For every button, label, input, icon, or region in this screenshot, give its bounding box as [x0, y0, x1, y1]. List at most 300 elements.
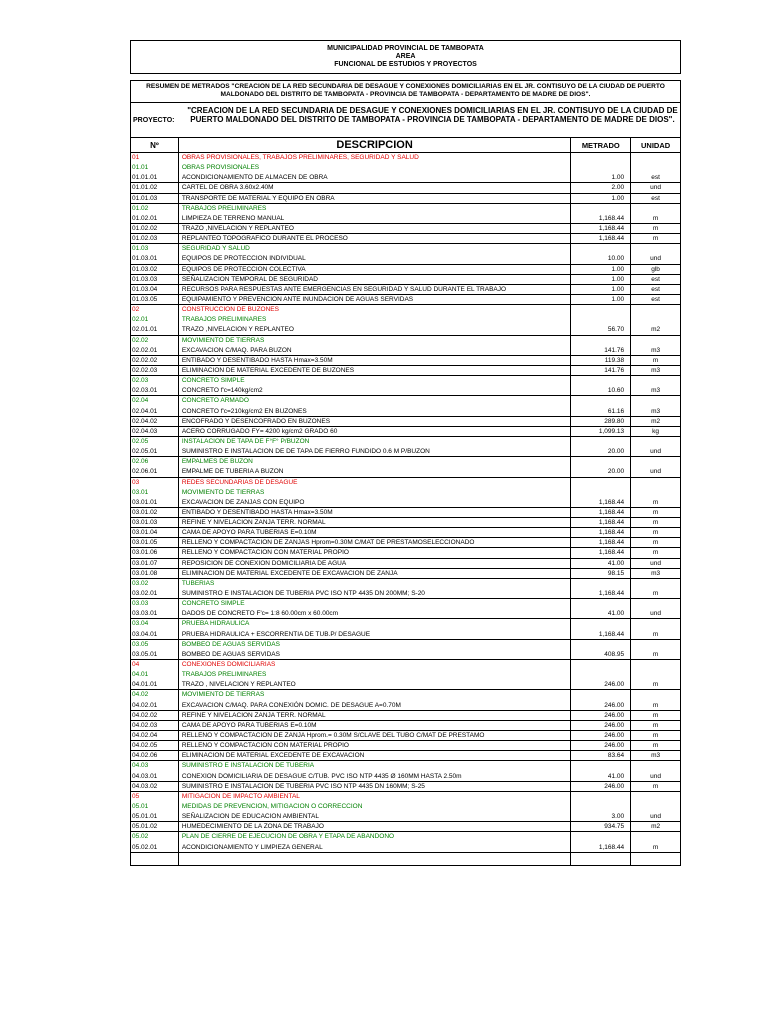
cell-metrado	[571, 670, 631, 680]
cell-unidad	[631, 619, 680, 629]
cell-description: TUBERIAS	[179, 579, 572, 589]
cell-metrado: 3.00	[571, 812, 631, 821]
cell-unidad: m3	[651, 752, 661, 760]
cell-item-number: 02.03.01	[131, 386, 179, 395]
table-row	[131, 295, 680, 305]
cell-description: REFINE Y NIVELACION ZANJA TERR. NORMAL	[179, 518, 572, 527]
cell-metrado: 1.00	[571, 285, 631, 294]
cell-metrado: 246.00	[571, 711, 631, 720]
cell-item-number: 05	[131, 792, 179, 802]
cell-description: TRABAJOS PRELIMINARES	[179, 204, 572, 214]
cell-item-number: 03.01	[131, 488, 179, 498]
cell-item-number: 04.02.01	[131, 701, 179, 710]
cell-description: ACERO CORRUGADO FY= 4200 kg/cm2 GRADO 60	[179, 427, 572, 436]
table-row	[131, 275, 680, 285]
cell-unidad: m	[652, 519, 659, 527]
cell-unidad: und	[650, 448, 661, 456]
table-row	[131, 599, 680, 609]
cell-unidad: est	[651, 285, 660, 293]
area-label: AREA	[395, 53, 416, 60]
table-row	[131, 427, 680, 437]
cell-description: OBRAS PROVISIONALES, TRABAJOS PRELIMINARES, SEGURIDAD Y SALUD	[179, 153, 572, 163]
table-row	[131, 589, 680, 599]
cell-unidad: m2	[651, 417, 661, 425]
table-row	[131, 407, 680, 417]
table-row	[131, 234, 680, 244]
cell-unidad: m	[652, 235, 659, 243]
cell-metrado	[571, 153, 631, 163]
col-header-unidad: UNIDAD	[641, 140, 671, 150]
cell-item-number: 03.01.08	[131, 569, 179, 578]
cell-unidad	[631, 457, 680, 467]
cell-unidad: m	[652, 843, 659, 851]
cell-unidad: m	[652, 630, 659, 638]
table-row	[131, 650, 680, 660]
cell-unidad	[631, 690, 680, 700]
table-header	[131, 138, 680, 153]
cell-metrado: 1.00	[571, 173, 631, 182]
cell-description: EXCAVACION C/MAQ. PARA BUZON	[179, 346, 572, 355]
cell-metrado: 1,168.44	[571, 214, 631, 223]
cell-item-number: 01.02.02	[131, 224, 179, 233]
cell-item-number: 02.04.01	[131, 407, 179, 416]
cell-unidad	[631, 204, 680, 214]
cell-description: CONCRETO SIMPLE	[179, 599, 572, 609]
cell-unidad: und	[650, 772, 661, 780]
cell-unidad	[631, 163, 680, 173]
cell-description: TRAZO , NIVELACION Y REPLANTEO	[179, 680, 572, 689]
cell-item-number: 02.01.01	[131, 325, 179, 334]
cell-description: CARTEL DE OBRA 3.60x2.40M	[179, 183, 572, 192]
table-row	[131, 559, 680, 569]
cell-description: ENTIBADO Y DESENTIBADO HASTA Hmax=3.50M	[179, 356, 572, 365]
cell-description: MOVIMIENTO DE TIERRAS	[179, 336, 572, 346]
metrados-table	[130, 138, 681, 866]
cell-item-number: 04.03.02	[131, 782, 179, 791]
cell-unidad: m	[652, 701, 659, 709]
cell-unidad: est	[651, 194, 660, 202]
cell-description: BOMBEO DE AGUAS SERVIDAS	[179, 640, 572, 650]
cell-item-number: 01.03.05	[131, 295, 179, 304]
cell-description: BOMBEO DE AGUAS SERVIDAS	[179, 650, 572, 659]
cell-metrado: 1,168.44	[571, 234, 631, 243]
cell-item-number: 03.01.01	[131, 498, 179, 507]
table-row	[131, 285, 680, 295]
cell-description: RELLENO Y COMPACTACION CON MATERIAL PROPIO	[179, 548, 572, 557]
cell-metrado	[571, 204, 631, 214]
cell-description: CONEXION DOMICILIARIA DE DESAGUE C/TUB. PVC ISO NTP 4435 Ø 160MM HASTA 2.50m	[179, 772, 572, 781]
table-row	[131, 437, 680, 447]
cell-metrado: 2.00	[571, 183, 631, 192]
cell-metrado: 1.00	[571, 194, 631, 203]
cell-metrado	[571, 336, 631, 346]
table-row	[131, 467, 680, 477]
table-row	[131, 457, 680, 467]
cell-item-number: 03	[131, 478, 179, 488]
cell-metrado: 246.00	[571, 731, 631, 740]
cell-item-number: 01.02	[131, 204, 179, 214]
table-row	[131, 711, 680, 721]
cell-description: ELIMINACION DE MATERIAL EXCEDENTE DE EXCAVACION	[179, 751, 572, 760]
cell-description: PRUEBA HIDRAULICA	[179, 619, 572, 629]
cell-item-number: 04.02.04	[131, 731, 179, 740]
cell-item-number: 02.05	[131, 437, 179, 447]
cell-metrado: 1.00	[571, 275, 631, 284]
cell-unidad	[631, 437, 680, 447]
col-header-n: Nº	[131, 138, 179, 152]
cell-description: REPLANTEO TOPOGRAFICO DURANTE EL PROCESO	[179, 234, 572, 243]
cell-unidad	[631, 153, 680, 163]
cell-description: EQUIPOS DE PROTECCION COLECTIVA	[179, 265, 572, 274]
cell-unidad	[631, 802, 680, 812]
cell-metrado: 119.38	[571, 356, 631, 365]
institution-header	[130, 40, 681, 74]
table-row	[131, 751, 680, 761]
cell-item-number: 01.01	[131, 163, 179, 173]
cell-item-number: 03.04.01	[131, 630, 179, 639]
cell-item-number: 05.01.01	[131, 812, 179, 821]
table-row	[131, 812, 680, 822]
cell-unidad: m	[652, 214, 659, 222]
cell-description: SEÑALIZACION TEMPORAL DE SEGURIDAD	[179, 275, 572, 284]
cell-unidad: m	[652, 590, 659, 598]
cell-unidad: und	[650, 559, 661, 567]
cell-metrado: 1,168.44	[571, 528, 631, 537]
cell-item-number: 02.04.02	[131, 417, 179, 426]
cell-unidad: m	[652, 732, 659, 740]
department-label: FUNCIONAL DE ESTUDIOS Y PROYECTOS	[334, 61, 477, 68]
cell-metrado: 1,168.44	[571, 518, 631, 527]
cell-unidad	[631, 792, 680, 802]
cell-metrado	[571, 457, 631, 467]
cell-metrado: 1,168.44	[571, 843, 631, 852]
table-row	[131, 396, 680, 406]
cell-item-number: 05.02.01	[131, 843, 179, 852]
table-row	[131, 336, 680, 346]
cell-metrado: 1,168.44	[571, 508, 631, 517]
cell-unidad: m	[652, 529, 659, 537]
cell-item-number: 02.02.02	[131, 356, 179, 365]
cell-description: MOVIMIENTO DE TIERRAS	[179, 488, 572, 498]
cell-metrado	[571, 832, 631, 842]
table-row	[131, 447, 680, 457]
cell-unidad	[631, 670, 680, 680]
table-row	[131, 518, 680, 528]
table-row	[131, 701, 680, 711]
cell-item-number: 03.01.03	[131, 518, 179, 527]
cell-description: MITIGACION DE IMPACTO AMBIENTAL	[179, 792, 572, 802]
cell-description: LIMPIEZA DE TERRENO MANUAL	[179, 214, 572, 223]
cell-item-number: 01.02.03	[131, 234, 179, 243]
cell-item-number: 04.02	[131, 690, 179, 700]
cell-description: EXCAVACION C/MAQ. PARA CONEXIÓN DOMIC. DE DESAGUE A=0.70M	[179, 701, 572, 710]
table-row	[131, 173, 680, 183]
cell-item-number: 05.01.02	[131, 822, 179, 831]
cell-unidad: m2	[651, 326, 661, 334]
cell-item-number: 01.01.02	[131, 183, 179, 192]
cell-item-number: 04.02.02	[131, 711, 179, 720]
cell-metrado	[571, 396, 631, 406]
cell-metrado: 408.95	[571, 650, 631, 659]
table-row	[131, 548, 680, 558]
cell-item-number: 01.03.03	[131, 275, 179, 284]
project-label: PROYECTO:	[133, 116, 175, 124]
cell-item-number: 02.05.01	[131, 447, 179, 456]
cell-description: ACONDICIONAMIENTO Y LIMPIEZA GENERAL	[179, 843, 572, 852]
cell-item-number: 04.01	[131, 670, 179, 680]
cell-unidad: und	[650, 184, 661, 192]
table-row	[131, 325, 680, 335]
cell-unidad: m	[652, 356, 659, 364]
cell-item-number: 02.02.01	[131, 346, 179, 355]
cell-unidad: glb	[651, 265, 660, 273]
cell-unidad: m	[652, 224, 659, 232]
table-row	[131, 822, 680, 832]
table-body	[131, 153, 680, 853]
cell-description: SUMINISTRO E INSTALACION DE DE TAPA DE FIERRO FUNDIDO 0.6 M P/BUZON	[179, 447, 572, 456]
cell-item-number: 01.01.03	[131, 194, 179, 203]
cell-description: ACONDICIONAMIENTO DE ALMACEN DE OBRA	[179, 173, 572, 182]
cell-metrado: 20.00	[571, 467, 631, 476]
cell-description: TRAZO ,NIVELACION Y REPLANTEO	[179, 224, 572, 233]
table-row	[131, 194, 680, 204]
cell-metrado: 1.00	[571, 265, 631, 274]
table-row	[131, 802, 680, 812]
cell-description: TRABAJOS PRELIMINARES	[179, 315, 572, 325]
cell-item-number: 03.03.01	[131, 609, 179, 618]
table-row	[131, 741, 680, 751]
cell-unidad: est	[651, 174, 660, 182]
table-row	[131, 163, 680, 173]
cell-item-number: 01.03.02	[131, 265, 179, 274]
table-row	[131, 204, 680, 214]
cell-item-number: 03.04	[131, 619, 179, 629]
table-row	[131, 478, 680, 488]
cell-unidad	[631, 832, 680, 842]
cell-unidad	[631, 478, 680, 488]
table-filler	[131, 853, 680, 865]
table-row	[131, 488, 680, 498]
table-row	[131, 538, 680, 548]
cell-item-number: 01	[131, 153, 179, 163]
table-row	[131, 761, 680, 771]
table-row	[131, 214, 680, 224]
table-row	[131, 782, 680, 792]
cell-unidad	[631, 336, 680, 346]
cell-metrado: 83.64	[571, 751, 631, 760]
cell-metrado: 289.80	[571, 417, 631, 426]
cell-metrado	[571, 244, 631, 254]
project-box	[130, 102, 681, 138]
table-row	[131, 832, 680, 842]
table-row	[131, 690, 680, 700]
cell-description: EQUIPOS DE PROTECCION INDIVIDUAL	[179, 254, 572, 263]
cell-description: REFINE Y NIVELACION ZANJA TERR. NORMAL	[179, 711, 572, 720]
cell-metrado: 246.00	[571, 721, 631, 730]
cell-item-number: 04.02.06	[131, 751, 179, 760]
cell-description: CONCRETO f'c=210kg/cm2 EN BUZONES	[179, 407, 572, 416]
cell-unidad: und	[650, 610, 661, 618]
cell-unidad: m	[652, 742, 659, 750]
cell-item-number: 03.05.01	[131, 650, 179, 659]
cell-description: INSTALACION DE TAPA DE F°F° P/BUZON	[179, 437, 572, 447]
cell-item-number: 04.03.01	[131, 772, 179, 781]
cell-item-number: 01.03.04	[131, 285, 179, 294]
table-row	[131, 224, 680, 234]
cell-unidad: m	[652, 782, 659, 790]
cell-metrado	[571, 619, 631, 629]
table-row	[131, 660, 680, 670]
cell-description: DADOS DE CONCRETO F'c= 1:8 60.00cm x 60.00cm	[179, 609, 572, 618]
cell-description: CONCRETO ARMADO	[179, 396, 572, 406]
cell-metrado	[571, 579, 631, 589]
cell-item-number: 01.02.01	[131, 214, 179, 223]
cell-metrado: 141.76	[571, 346, 631, 355]
cell-item-number: 05.01	[131, 802, 179, 812]
cell-metrado	[571, 599, 631, 609]
cell-description: OBRAS PROVISIONALES	[179, 163, 572, 173]
cell-item-number: 03.02.01	[131, 589, 179, 598]
cell-unidad: m2	[651, 823, 661, 831]
cell-unidad	[631, 579, 680, 589]
cell-description: PRUEBA HIDRAULICA + ESCORRENTIA DE TUB.P/ DESAGUE	[179, 630, 572, 639]
cell-item-number: 03.05	[131, 640, 179, 650]
cell-metrado: 246.00	[571, 701, 631, 710]
cell-metrado: 1,168.44	[571, 498, 631, 507]
cell-metrado: 934.75	[571, 822, 631, 831]
cell-metrado	[571, 376, 631, 386]
cell-description: PLAN DE CIERRE DE EJECUCION DE OBRA Y ETAPA DE ABANDONO	[179, 832, 572, 842]
cell-description: CONEXIONES DOMICILIARIAS	[179, 660, 572, 670]
cell-unidad: m3	[651, 569, 661, 577]
cell-description: ENCOFRADO Y DESENCOFRADO EN BUZONES	[179, 417, 572, 426]
cell-item-number: 03.03	[131, 599, 179, 609]
cell-item-number: 05.02	[131, 832, 179, 842]
cell-metrado	[571, 660, 631, 670]
cell-item-number: 01.01.01	[131, 173, 179, 182]
cell-item-number: 03.02	[131, 579, 179, 589]
table-row	[131, 315, 680, 325]
table-row	[131, 265, 680, 275]
cell-metrado	[571, 315, 631, 325]
cell-description: EMPALME DE TUBERIA A BUZON	[179, 467, 572, 476]
cell-unidad: m3	[651, 387, 661, 395]
table-row	[131, 386, 680, 396]
cell-metrado: 41.00	[571, 609, 631, 618]
institution-name: MUNICIPALIDAD PROVINCIAL DE TAMBOPATA	[327, 45, 484, 52]
cell-metrado: 1,168.44	[571, 589, 631, 598]
cell-metrado: 1,099.13	[571, 427, 631, 436]
table-row	[131, 376, 680, 386]
cell-metrado: 246.00	[571, 782, 631, 791]
table-row	[131, 731, 680, 741]
cell-unidad: m	[652, 539, 659, 547]
cell-description: CONSTRUCCION DE BUZONES	[179, 305, 572, 315]
cell-unidad: m	[652, 711, 659, 719]
cell-description: CAMA DE APOYO PARA TUBERIAS E=0.10M	[179, 528, 572, 537]
resumen-title: RESUMEN DE METRADOS "CREACION DE LA RED SECUNDARIA DE DESAGUE Y CONEXIONES DOMICILIARIAS EN EL JR. CONTISUYO DE LA CIUDAD DE PUERTO MALDONADO DEL DISTRITO DE TAMBOPATA - PROVINCIA DE TAMBOPATA - DEPARTAMENTO DE MADRE DE DIOS".	[130, 80, 681, 102]
cell-description: CONCRETO f'c=140kg/cm2	[179, 386, 572, 395]
cell-unidad	[631, 640, 680, 650]
cell-unidad: m	[652, 498, 659, 506]
cell-unidad	[631, 396, 680, 406]
cell-description: RELLENO Y COMPACTACION CON MATERIAL PROPIO	[179, 741, 572, 750]
cell-metrado	[571, 792, 631, 802]
cell-unidad	[631, 761, 680, 771]
cell-unidad	[631, 599, 680, 609]
cell-metrado	[571, 163, 631, 173]
cell-item-number: 02.01	[131, 315, 179, 325]
cell-item-number: 02.04.03	[131, 427, 179, 436]
cell-item-number: 02.03	[131, 376, 179, 386]
cell-item-number: 04.03	[131, 761, 179, 771]
cell-description: EQUIPAMIENTO Y PREVENCION ANTE INUNDACION DE AGUAS SERVIDAS	[179, 295, 572, 304]
cell-unidad: und	[650, 255, 661, 263]
table-row	[131, 772, 680, 782]
cell-metrado: 61.16	[571, 407, 631, 416]
cell-item-number: 04.02.03	[131, 721, 179, 730]
cell-item-number: 02.04	[131, 396, 179, 406]
table-row	[131, 569, 680, 579]
cell-metrado: 1,168.44	[571, 538, 631, 547]
cell-metrado	[571, 690, 631, 700]
cell-unidad: m3	[651, 366, 661, 374]
cell-item-number: 01.03.01	[131, 254, 179, 263]
cell-metrado: 41.00	[571, 772, 631, 781]
cell-unidad	[631, 376, 680, 386]
table-row	[131, 792, 680, 802]
cell-description: RECURSOS PARA RESPUESTAS ANTE EMERGENCIAS EN SEGURIDAD Y SALUD DURANTE EL TRABAJO	[179, 285, 572, 294]
cell-description: SUMINISTRO E INSTALACION DE TUBERIA PVC ISO NTP 4435 DN 200MM; S-20	[179, 589, 572, 598]
table-row	[131, 498, 680, 508]
table-row	[131, 153, 680, 163]
cell-metrado: 20.00	[571, 447, 631, 456]
col-header-metrado: METRADO	[571, 138, 631, 152]
cell-unidad: est	[651, 295, 660, 303]
table-row	[131, 254, 680, 264]
cell-unidad: m	[652, 721, 659, 729]
cell-unidad: m	[652, 549, 659, 557]
table-row	[131, 609, 680, 619]
cell-unidad: kg	[652, 427, 660, 435]
cell-metrado: 56.70	[571, 325, 631, 334]
cell-item-number: 04.02.05	[131, 741, 179, 750]
cell-description: EXCAVACION DE ZANJAS CON EQUIPO	[179, 498, 572, 507]
cell-unidad: est	[651, 275, 660, 283]
table-row	[131, 528, 680, 538]
project-text: "CREACION DE LA RED SECUNDARIA DE DESAGUE Y CONEXIONES DOMICILIARIAS EN EL JR. CONTISUYO DE LA CIUDAD DE PUERTO MALDONADO DEL DISTRITO DE TAMBOPATA - PROVINCIA DE TAMBOPATA - DEPARTAMENTO DE MADRE DE DIOS".	[187, 106, 678, 124]
cell-unidad	[631, 488, 680, 498]
cell-description: RELLENO Y COMPACTACION DE ZANJAS Hprom=0.30M C/MAT DE PRESTAMOSELECCIONADO	[179, 538, 572, 547]
cell-metrado	[571, 437, 631, 447]
cell-description: RELLENO Y COMPACTACION DE ZANJA Hprom.= 0.30M S/CLAVE DEL TUBO C/MAT DE PRESTAMO	[179, 731, 572, 740]
cell-unidad: m	[652, 650, 659, 658]
cell-description: REDES SECUNDARIAS DE DESAGUE	[179, 478, 572, 488]
cell-description: SUMINISTRO E INSTALACION DE TUBERIA PVC ISO NTP 4435 DN 160MM; S-25	[179, 782, 572, 791]
cell-unidad: m	[652, 508, 659, 516]
cell-description: ELIMINACION DE MATERIAL EXCEDENTE DE EXCAVACION DE ZANJA	[179, 569, 572, 578]
cell-metrado	[571, 640, 631, 650]
cell-description: CONCRETO SIMPLE	[179, 376, 572, 386]
cell-metrado: 1.00	[571, 295, 631, 304]
table-row	[131, 670, 680, 680]
cell-item-number: 02.02	[131, 336, 179, 346]
table-row	[131, 366, 680, 376]
cell-unidad	[631, 660, 680, 670]
cell-unidad: und	[650, 468, 661, 476]
cell-metrado: 1,168.44	[571, 548, 631, 557]
table-row	[131, 630, 680, 640]
